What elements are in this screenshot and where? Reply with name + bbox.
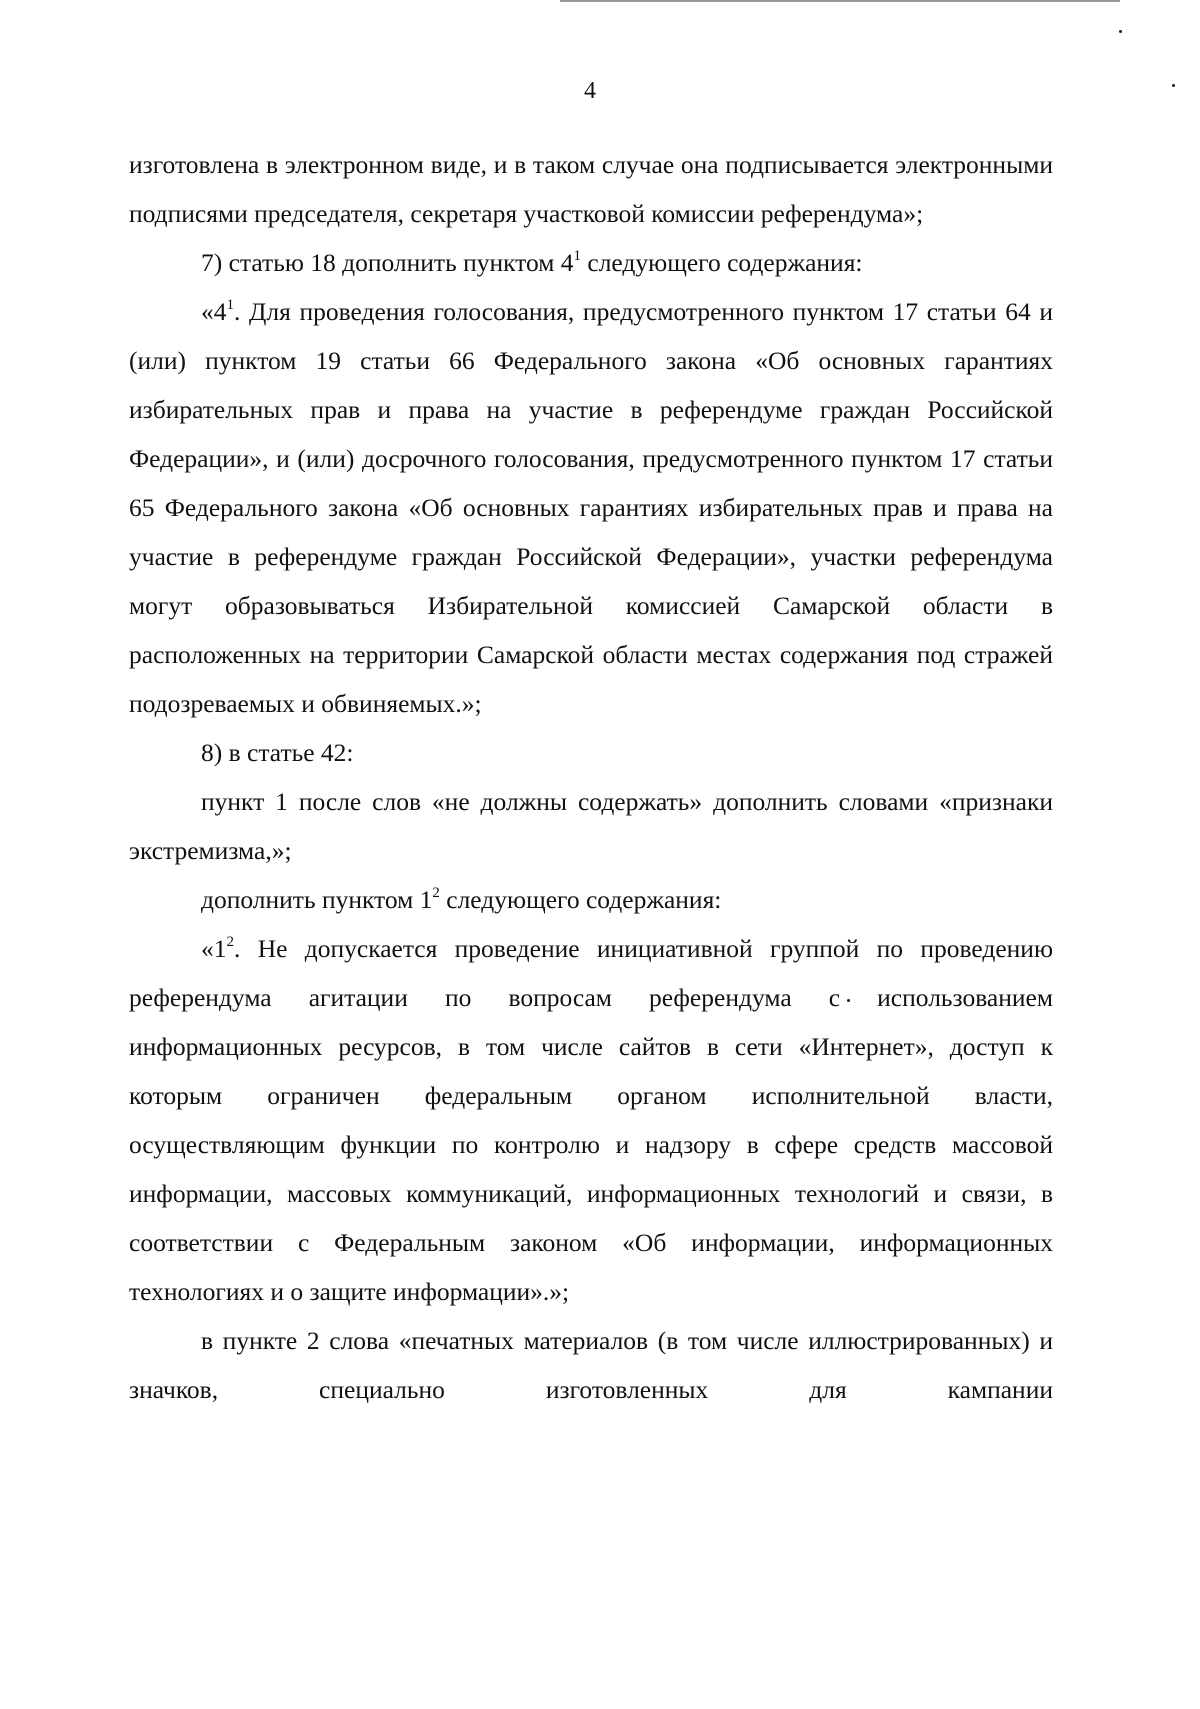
paragraph-continuation: изготовлена в электронном виде, и в таком случае она подписывается электронными подписями председателя, секретаря участковой комиссии референдума»;: [129, 150, 1053, 228]
superscript: 1: [226, 297, 234, 313]
paragraph-text: следующего содержания:: [581, 248, 863, 277]
scan-top-rule: [560, 0, 1120, 2]
page-number: 4: [584, 78, 596, 104]
superscript: 1: [573, 248, 582, 264]
paragraph-point-1-amendment: пункт 1 после слов «не должны содержать» дополнить словами «признаки экстремизма,»;: [129, 787, 1053, 865]
paragraph-point-1-2: [129, 924, 1053, 1316]
paragraph-item-8: 8) в статье 42:: [201, 738, 354, 767]
paragraph-text: . Для проведения голосования, предусмотренного пунктом 17 статьи 64 и (или) пунктом 19 статьи 66 Федерального закона «Об основных гарантиях избирательных прав и права на участие в референдуме граждан Российской Федерации», и (или) досрочного голосования, предусмотренного пунктом 17 статьи 65 Федерального закона «Об основных гарантиях избирательных прав и права на участие в референдуме граждан Российской Федерации», участки референдума могут образовываться Избирательной комиссией Самарской области в расположенных на территории Самарской области местах содержания под стражей подозреваемых и обвиняемых.»;: [129, 297, 1053, 718]
paragraph-text: «4: [201, 297, 227, 326]
superscript: 2: [226, 934, 234, 950]
paragraph-text: «1: [201, 934, 227, 963]
paragraph-text: . Не допускается проведение инициативной группой по проведению референдума агитации по вопросам референдума с использованием информационных ресурсов, в том числе сайтов в сети «Интернет», доступ к которым ограничен федеральным органом исполнительной власти, осуществляющим функции по контролю и надзору в сфере средств массовой информации, массовых коммуникаций, информационных технологий и связи, в соответствии с Федеральным законом «Об информации, информационных технологиях и о защите информации».»;: [129, 934, 1053, 1306]
paragraph-point-4-1: [129, 287, 1053, 728]
paragraph-point-2-amendment: в пункте 2 слова «печатных материалов (в том числе иллюстрированных) и значков, специально изготовленных для кампании: [129, 1326, 1053, 1404]
paragraph-text: следующего содержания:: [439, 885, 722, 914]
document-body: [129, 140, 1053, 1414]
paragraph-item-7: [129, 238, 1053, 287]
scan-speck: [1119, 30, 1122, 33]
paragraph-text: 7) статью 18 дополнить пунктом 4: [201, 248, 574, 277]
superscript: 2: [432, 885, 440, 901]
paragraph-text: дополнить пунктом 1: [201, 885, 433, 914]
paragraph-add-point-1-2: [129, 875, 1053, 924]
